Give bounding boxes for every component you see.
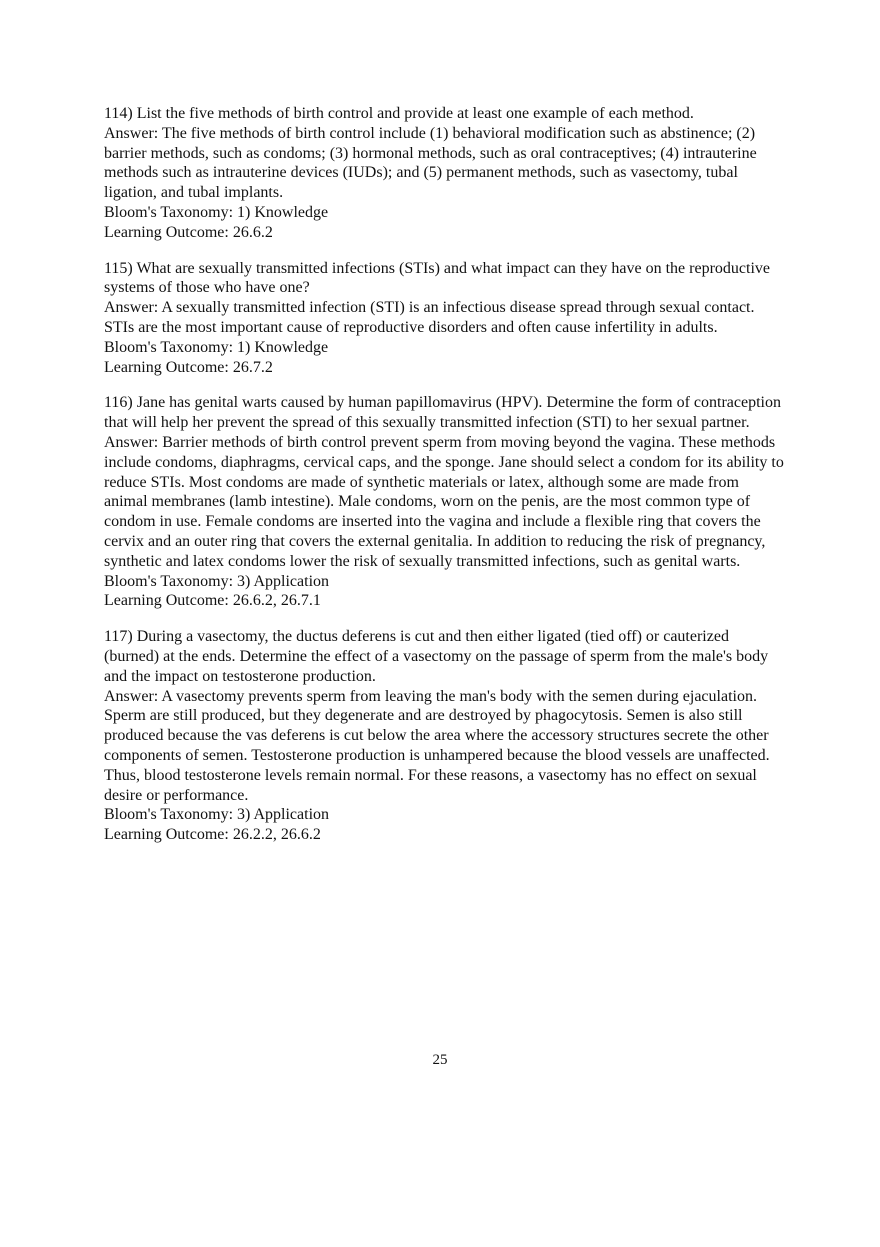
question-text: 115) What are sexually transmitted infections (STIs) and what impact can they have on the reproductive systems of those who have one? (104, 259, 770, 297)
document-body (104, 104, 784, 861)
page-number: 25 (432, 1052, 448, 1068)
question-block-114 (104, 104, 784, 243)
answer-text: Answer: The five methods of birth control include (1) behavioral modification such as abstinence; (2) barrier methods, such as condoms; (3) hormonal methods, such as oral contraceptives; (4) intrauterine methods such as intrauterine devices (IUDs); and (5) permanent methods, such as vasectomy, tubal ligation, and tubal implants. (104, 124, 757, 202)
question-text: 117) During a vasectomy, the ductus deferens is cut and then either ligated (tied off) or cauterized (burned) at the ends. Determine the effect of a vasectomy on the passage of sperm from the male's body and the impact on testosterone production. (104, 628, 769, 685)
question-block-115 (104, 259, 784, 378)
blooms-taxonomy: Bloom's Taxonomy: 3) Application (104, 806, 330, 824)
answer-text: Answer: Barrier methods of birth control prevent sperm from moving beyond the vagina. These methods include condoms, diaphragms, cervical caps, and the sponge. Jane should select a condom for its ability to reduce STIs. Most condoms are made of synthetic materials or latex, although some are made from animal membranes (lamb intestine). Male condoms, worn on the penis, are the most common type of condom in use. Female condoms are inserted into the vagina and include a flexible ring that covers the cervix and an outer ring that covers the external genitalia. In addition to reducing the risk of pregnancy, synthetic and latex condoms lower the risk of sexually transmitted infections, such as genital warts. (104, 433, 784, 570)
answer-text: Answer: A vasectomy prevents sperm from leaving the man's body with the semen during ejaculation. Sperm are still produced, but they degenerate and are destroyed by phagocytosis. Semen is also still produced because the vas deferens is cut below the area where the accessory structures secrete the other components of semen. Testosterone production is unhampered because the blood vessels are unaffected. Thus, blood testosterone levels remain normal. For these reasons, a vasectomy has no effect on sexual desire or performance. (104, 687, 770, 804)
blooms-taxonomy: Bloom's Taxonomy: 1) Knowledge (104, 203, 329, 221)
blooms-taxonomy: Bloom's Taxonomy: 3) Application (104, 572, 330, 590)
learning-outcome: Learning Outcome: 26.6.2, 26.7.1 (104, 592, 321, 610)
question-block-116 (104, 393, 784, 611)
learning-outcome: Learning Outcome: 26.7.2 (104, 358, 273, 376)
answer-text: Answer: A sexually transmitted infection (STI) is an infectious disease spread through sexual contact. STIs are the most important cause of reproductive disorders and often cause infertility in adults. (104, 299, 755, 336)
question-text: 116) Jane has genital warts caused by human papillomavirus (HPV). Determine the form of contraception that will help her prevent the spread of this sexually transmitted infection (STI) to her sexual partner. (104, 394, 781, 432)
learning-outcome: Learning Outcome: 26.6.2 (104, 223, 273, 241)
blooms-taxonomy: Bloom's Taxonomy: 1) Knowledge (104, 338, 329, 356)
question-text: 114) List the five methods of birth control and provide at least one example of each method. (104, 105, 694, 122)
question-block-117 (104, 627, 784, 845)
learning-outcome: Learning Outcome: 26.2.2, 26.6.2 (104, 826, 321, 844)
